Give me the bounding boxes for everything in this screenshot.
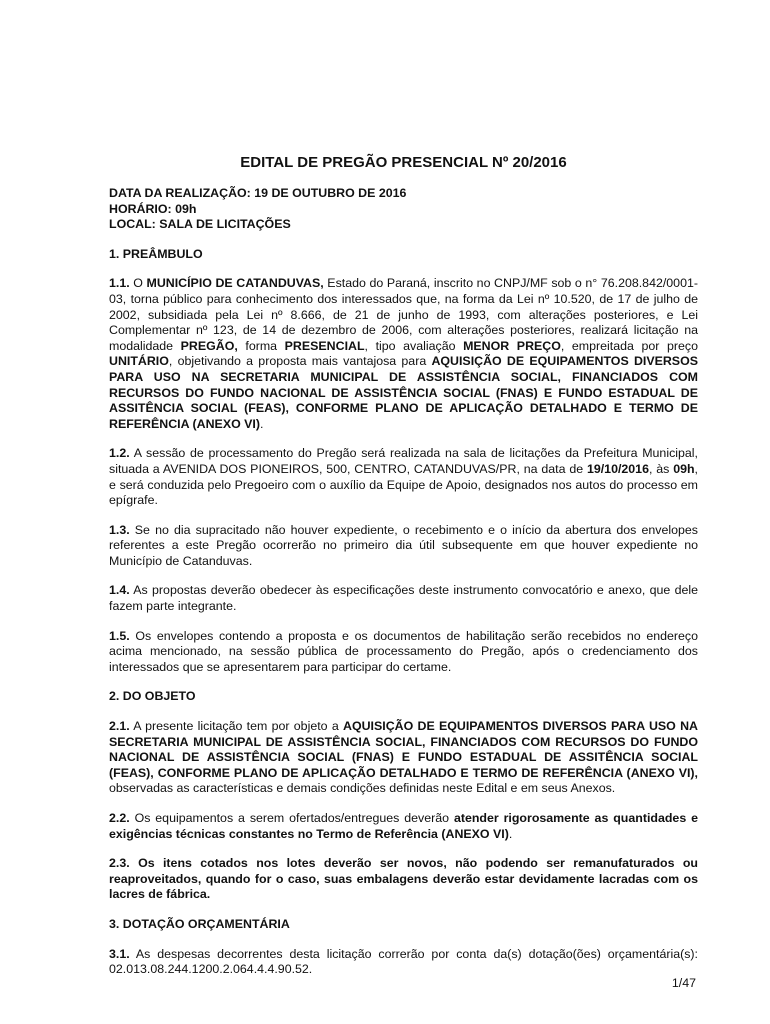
clause-emphasis: 19/10/2016 [586, 461, 649, 476]
clause-number: 1.3. [109, 522, 130, 537]
clause-number: 3.1. [109, 946, 130, 961]
paragraph-1-3 [109, 523, 698, 570]
clause-number: 2.3. [109, 856, 130, 871]
clause-text: Os equipamentos a serem ofertados/entregues deverão [129, 811, 454, 825]
meta-date: DATA DA REALIZAÇÃO: 19 DE OUTUBRO DE 2016 [109, 186, 407, 200]
paragraph-2-1 [109, 719, 698, 797]
clause-number: 1.5. [109, 628, 130, 643]
clause-emphasis: PRESENCIAL [284, 338, 365, 353]
paragraph-1-1 [109, 276, 698, 432]
paragraph-2-3 [109, 856, 698, 903]
clause-emphasis: AQUISIÇÃO DE EQUIPAMENTOS DIVERSOS PARA USO NA SECRETARIA MUNICIPAL DE ASSISTÊNCIA SOCIAL, FINANCIADOS COM RECURSOS DO FUNDO NACIONAL DE ASSISTÊNCIA SOCIAL (FNAS) E FUNDO ESTADUAL DE ASSITÊNCIA SOCIAL (FEAS), CONFORME PLANO DE APLICAÇÃO DETALHADO E TERMO DE REFERÊNCIA (ANEXO VI), [109, 719, 698, 780]
paragraph-1-2 [109, 446, 698, 508]
document-meta [109, 186, 698, 233]
clause-number: 1.1. [109, 276, 130, 291]
paragraph-1-4 [109, 583, 698, 614]
clause-emphasis: AQUISIÇÃO DE EQUIPAMENTOS DIVERSOS PARA USO NA SECRETARIA MUNICIPAL DE ASSISTÊNCIA SOCIAL, FINANCIADOS COM RECURSOS DO FUNDO NACIONAL DE ASSISTÊNCIA SOCIAL (FNAS) E FUNDO ESTADUAL DE ASSITÊNCIA SOCIAL (FEAS), CONFORME PLANO DE APLICAÇÃO DETALHADO E TERMO DE REFERÊNCIA (ANEXO VI) [109, 354, 698, 431]
clause-emphasis: atender rigorosamente as quantidades e exigências técnicas constantes no Termo de Referência (ANEXO VI) [109, 811, 698, 841]
clause-number: 2.2. [109, 811, 130, 825]
clause-emphasis: 09h [673, 461, 695, 476]
section-3-heading: 3. DOTAÇÃO ORÇAMENTÁRIA [109, 916, 290, 931]
clause-number: 1.2. [109, 446, 130, 461]
section-1-heading: 1. PREÂMBULO [109, 246, 203, 261]
clause-emphasis: MUNICÍPIO DE CATANDUVAS, [146, 276, 324, 291]
clause-text: As propostas deverão obedecer às especificações deste instrumento convocatório e anexo, que dele fazem parte integrante. [109, 583, 698, 614]
clause-text: Os envelopes contendo a proposta e os documentos de habilitação serão recebidos no endereço acima mencionado, na sessão pública de processamento do Pregão, após o credenciamento dos interessados que se apresentarem para participar do certame. [109, 628, 698, 674]
clause-text: , às [648, 461, 674, 476]
clause-text: observadas as características e demais condições definidas neste Edital e em seus Anexos. [109, 781, 616, 796]
clause-emphasis: MENOR PREÇO [463, 338, 561, 353]
clause-emphasis: Os itens cotados nos lotes deverão ser novos, não podendo ser remanufaturados ou reaproveitados, quando for o caso, suas embalagens deverão estar devidamente lacradas com os lacres de fábrica. [109, 856, 698, 902]
clause-number: 1.4. [109, 583, 130, 598]
meta-time: HORÁRIO: 09h [109, 201, 197, 216]
clause-emphasis: PREGÃO, [180, 338, 238, 353]
clause-text: , e será conduzida pelo Pregoeiro com o auxílio da Equipe de Apoio, designados nos autos do processo em epígrafe. [109, 461, 698, 508]
page-number: 1/47 [671, 976, 696, 990]
clause-text: Estado do Paraná, inscrito no CNPJ/MF sob o n° 76.208.842/0001-03, torna público para conhecimento dos interessados que, na forma da Lei nº 10.520, de 17 de julho de 2002, subsidiada pela Lei nº 8.666, de 21 de junho de 1993, com alterações posteriores, e Lei Complementar nº 123, de 14 de dezembro de 2006, com alterações posteriores, realizará licitação na modalidade [109, 276, 698, 353]
clause-text: . [508, 826, 513, 841]
paragraph-1-5 [109, 629, 698, 676]
clause-text: Se no dia supracitado não houver expediente, o recebimento e o início da abertura dos envelopes referentes a este Pregão ocorrerão no primeiro dia útil subsequente em que houver expediente no Município de Catanduvas. [109, 522, 698, 568]
meta-place: LOCAL: SALA DE LICITAÇÕES [109, 217, 291, 232]
clause-text: , objetivando a proposta mais vantajosa para [168, 354, 432, 369]
clause-text: A presente licitação tem por objeto a [129, 719, 344, 734]
document-body [109, 154, 698, 978]
paragraph-2-2 [109, 811, 698, 842]
clause-number: 2.1. [109, 719, 130, 734]
clause-text: O [129, 276, 147, 291]
clause-emphasis: UNITÁRIO [109, 354, 169, 369]
clause-text: , tipo avaliação [364, 338, 464, 353]
clause-text: , empreitada por preço [560, 338, 698, 353]
clause-text: A sessão de processamento do Pregão será realizada na sala de licitações da Prefeitura Municipal, situada a AVENIDA DOS PIONEIROS, 500, CENTRO, CATANDUVAS/PR, na data de [109, 446, 698, 476]
clause-text: . [260, 416, 264, 431]
clause-text: forma [237, 338, 285, 353]
document-title: EDITAL DE PREGÃO PRESENCIAL Nº 20/2016 [240, 154, 567, 171]
paragraph-3-1 [109, 947, 698, 978]
section-2-heading: 2. DO OBJETO [109, 689, 196, 704]
clause-text: As despesas decorrentes desta licitação correrão por conta da(s) dotação(ões) orçamentária(s): 02.013.08.244.1200.2.064.4.4.90.52. [109, 946, 698, 977]
